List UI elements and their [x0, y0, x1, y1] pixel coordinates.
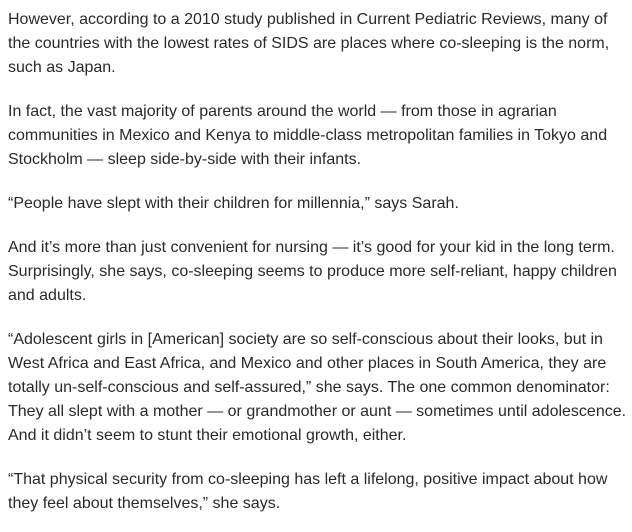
- paragraph-adolescent-girls-quote: “Adolescent girls in [American] society are so self-conscious about their looks, but in West Africa and East Africa, and Mexico and other places in South America, they are totally un-self-conscious and self-assured,” she says. The one common denominator: They all slept with a mother — or grandmother or aunt — sometimes until adolescence. And it didn’t seem to stunt their emotional growth, either.: [8, 331, 627, 444]
- paragraph-long-term-benefits: And it’s more than just convenient for nursing — it’s good for your kid in the long term. Surprisingly, she says, co-sleeping seems to produce more self-reliant, happy children and adults.: [8, 239, 617, 304]
- paragraph-sids-study: However, according to a 2010 study published in Current Pediatric Reviews, many of the countries with the lowest rates of SIDS are places where co-sleeping is the norm, such as Japan.: [8, 11, 610, 76]
- paragraph-physical-security-quote: “That physical security from co-sleeping has left a lifelong, positive impact about how they feel about themselves,” she says.: [8, 471, 608, 512]
- paragraph-quote-millennia: “People have slept with their children for millennia,” says Sarah.: [8, 195, 459, 212]
- paragraph-parents-worldwide: In fact, the vast majority of parents around the world — from those in agrarian communities in Mexico and Kenya to middle-class metropolitan families in Tokyo and Stockholm — sleep side-by-side with their infants.: [8, 103, 608, 168]
